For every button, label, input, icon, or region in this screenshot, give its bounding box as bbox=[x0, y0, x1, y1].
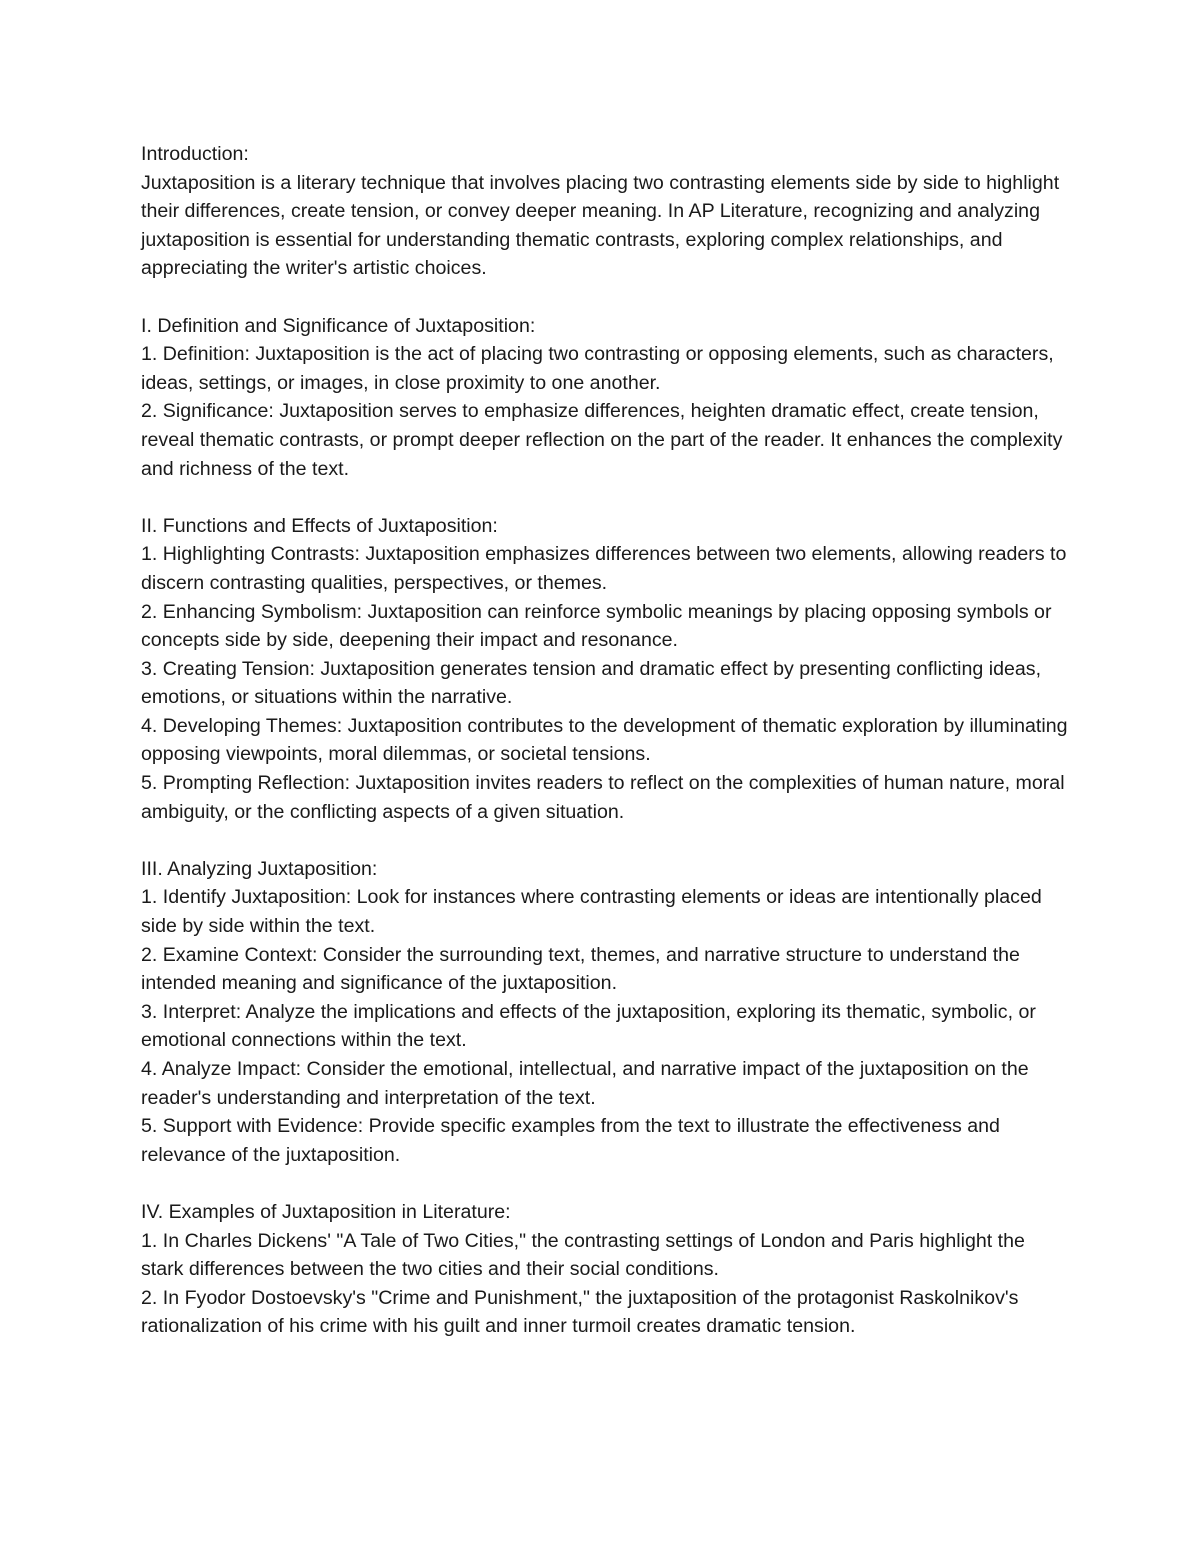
list-item: 1. Highlighting Contrasts: Juxtaposition emphasizes differences between two elements, allowing readers to discern contrasting qualities, perspectives, or themes. bbox=[141, 543, 1067, 594]
document-body bbox=[141, 140, 1071, 1341]
section-heading: III. Analyzing Juxtaposition: bbox=[141, 857, 378, 880]
introduction-paragraph: Juxtaposition is a literary technique that involves placing two contrasting elements side by side to highlight their differences, create tension, or convey deeper meaning. In AP Literature, recognizing and analyzing juxtaposition is essential for understanding thematic contrasts, exploring complex relationships, and appreciating the writer's artistic choices. bbox=[141, 171, 1060, 280]
list-item: 2. Significance: Juxtaposition serves to emphasize differences, heighten dramatic effect, create tension, reveal thematic contrasts, or prompt deeper reflection on the part of the reader. It enhances the complexity and richness of the text. bbox=[141, 400, 1063, 480]
examples-section bbox=[141, 1198, 1071, 1341]
list-item: 5. Support with Evidence: Provide specific examples from the text to illustrate the effectiveness and relevance of the juxtaposition. bbox=[141, 1115, 1000, 1166]
introduction-section bbox=[141, 140, 1071, 283]
analyzing-section bbox=[141, 855, 1071, 1170]
definition-section bbox=[141, 312, 1071, 484]
section-heading: I. Definition and Significance of Juxtaposition: bbox=[141, 314, 536, 337]
list-item: 4. Developing Themes: Juxtaposition contributes to the development of thematic exploration by illuminating opposing viewpoints, moral dilemmas, or societal tensions. bbox=[141, 714, 1068, 766]
list-item: 3. Creating Tension: Juxtaposition generates tension and dramatic effect by presenting conflicting ideas, emotions, or situations within the narrative. bbox=[141, 657, 1042, 709]
list-item: 2. Examine Context: Consider the surrounding text, themes, and narrative structure to understand the intended meaning and significance of the juxtaposition. bbox=[141, 943, 1020, 995]
section-heading: II. Functions and Effects of Juxtaposition: bbox=[141, 514, 498, 537]
section-heading: Introduction: bbox=[141, 143, 249, 165]
list-item: 2. In Fyodor Dostoevsky's "Crime and Punishment," the juxtaposition of the protagonist Raskolnikov's rationalization of his crime with his guilt and inner turmoil creates dramatic tension. bbox=[141, 1286, 1019, 1338]
section-heading: IV. Examples of Juxtaposition in Literature: bbox=[141, 1200, 511, 1223]
list-item: 4. Analyze Impact: Consider the emotional, intellectual, and narrative impact of the juxtaposition on the reader's understanding and interpretation of the text. bbox=[141, 1058, 1029, 1109]
functions-section bbox=[141, 512, 1071, 827]
list-item: 2. Enhancing Symbolism: Juxtaposition can reinforce symbolic meanings by placing opposing symbols or concepts side by side, deepening their impact and resonance. bbox=[141, 600, 1052, 652]
list-item: 1. Definition: Juxtaposition is the act of placing two contrasting or opposing elements, such as characters, ideas, settings, or images, in close proximity to one another. bbox=[141, 343, 1054, 394]
list-item: 3. Interpret: Analyze the implications and effects of the juxtaposition, exploring its thematic, symbolic, or emotional connections within the text. bbox=[141, 1000, 1036, 1052]
list-item: 1. Identify Juxtaposition: Look for instances where contrasting elements or ideas are intentionally placed side by side within the text. bbox=[141, 886, 1042, 938]
list-item: 1. In Charles Dickens' "A Tale of Two Cities," the contrasting settings of London and Paris highlight the stark differences between the two cities and their social conditions. bbox=[141, 1229, 1025, 1281]
list-item: 5. Prompting Reflection: Juxtaposition invites readers to reflect on the complexities of human nature, moral ambiguity, or the conflicting aspects of a given situation. bbox=[141, 772, 1065, 823]
